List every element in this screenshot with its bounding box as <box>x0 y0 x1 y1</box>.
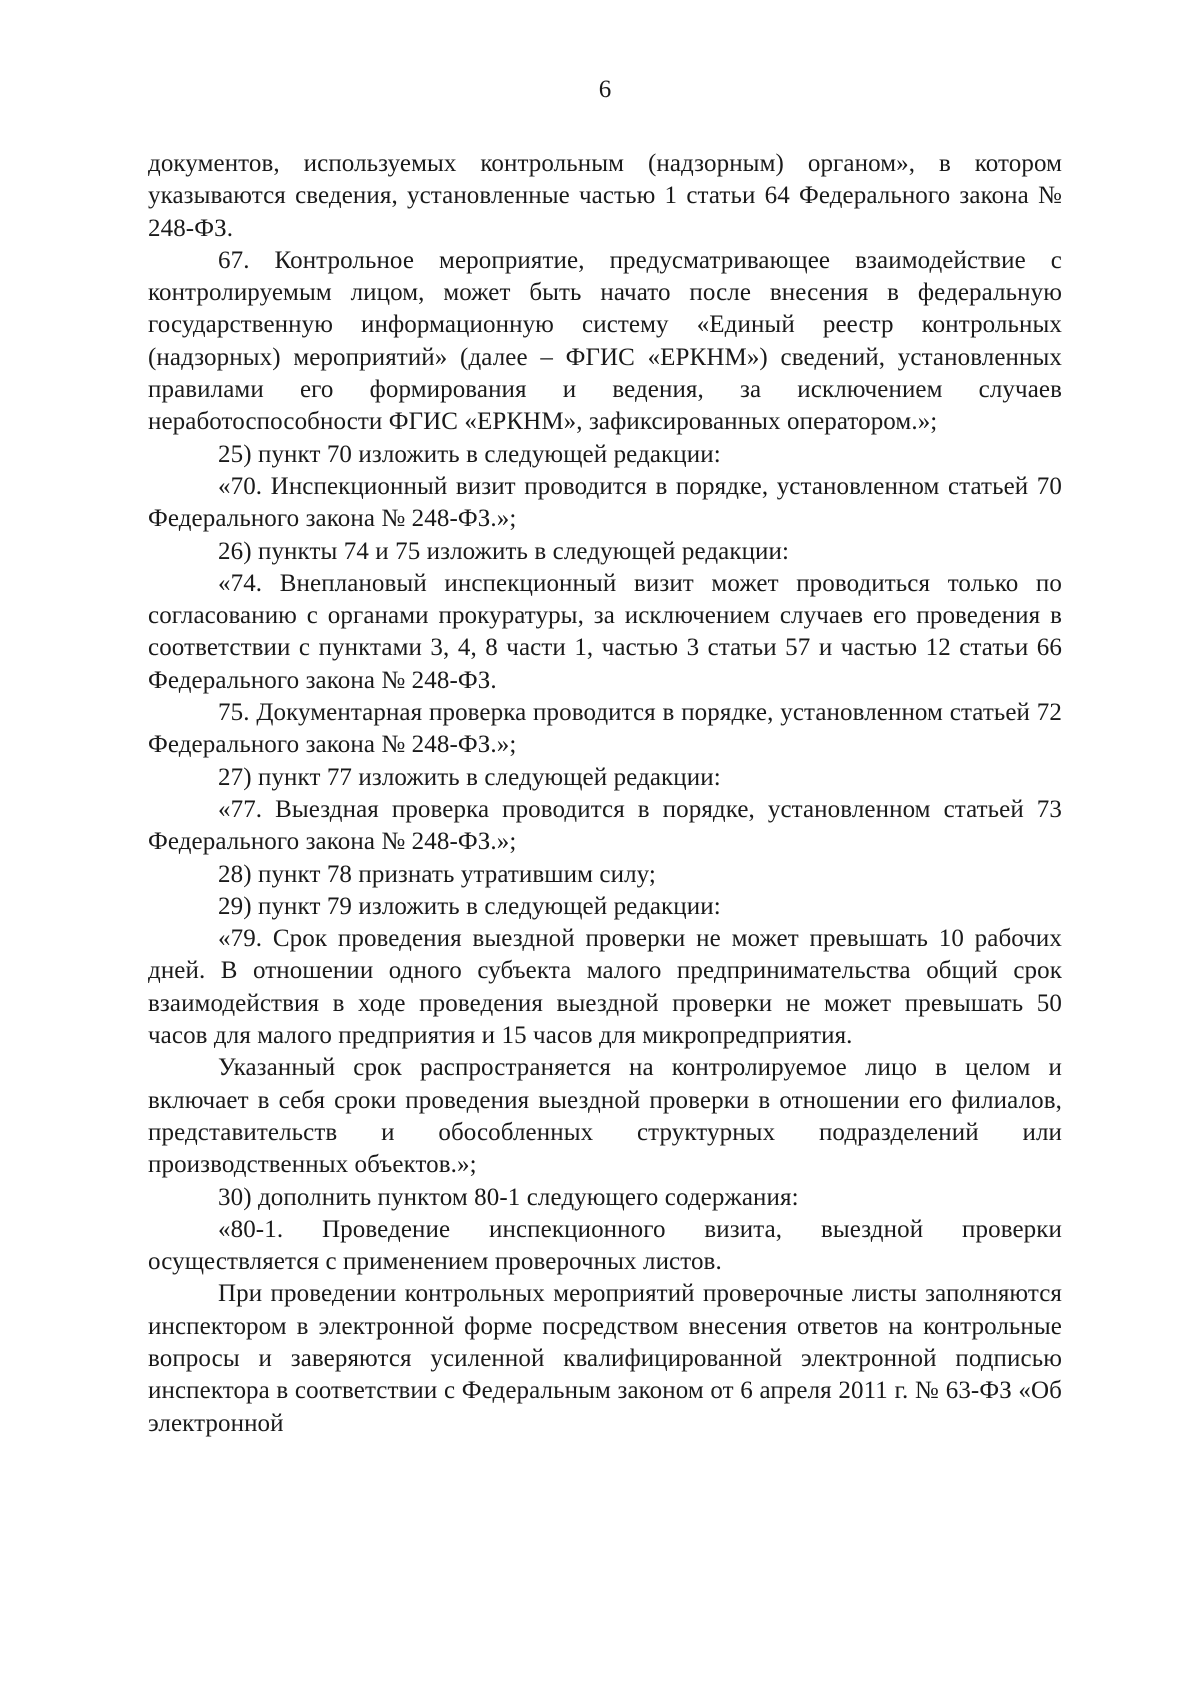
paragraph-checklists: При проведении контрольных мероприятий проверочные листы заполняются инспектором в электронной форме посредством внесения ответов на контрольные вопросы и заверяются усиленной квалифицированной электронной подписью инспектора в соответствии с Федеральным законом от 6 апреля 2011 г. № 63-ФЗ «Об электронной <box>148 1280 1062 1437</box>
paragraph-item-80-1: «80-1. Проведение инспекционного визита, выездной проверки осуществляется с применением проверочных листов. <box>148 1215 1062 1276</box>
paragraph-amendment-27: 27) пункт 77 изложить в следующей редакции: <box>218 763 721 791</box>
paragraph-item-74: «74. Внеплановый инспекционный визит может проводиться только по согласованию с органами прокуратуры, за исключением случаев его проведения в соответствии с пунктами 3, 4, 8 части 1, частью 3 статьи 57 и частью 12 статьи 66 Федерального закона № 248-ФЗ. <box>148 569 1062 694</box>
paragraph-amendment-30: 30) дополнить пунктом 80-1 следующего содержания: <box>218 1183 799 1211</box>
paragraph-item-77: «77. Выездная проверка проводится в порядке, установленном статьей 73 Федерального закона № 248-ФЗ.»; <box>148 795 1062 856</box>
document-body <box>148 148 1062 1440</box>
paragraph-amendment-26: 26) пункты 74 и 75 изложить в следующей редакции: <box>218 537 790 565</box>
paragraph-amendment-28: 28) пункт 78 признать утратившим силу; <box>218 860 656 888</box>
page-number: 6 <box>598 76 612 103</box>
paragraph-item-79-term: Указанный срок распространяется на контролируемое лицо в целом и включает в себя сроки проведения выездной проверки в отношении его филиалов, представительств и обособленных структурных подразделений или производственных объектов.»; <box>148 1054 1062 1179</box>
paragraph-item-70: «70. Инспекционный визит проводится в порядке, установленном статьей 70 Федерального закона № 248-ФЗ.»; <box>148 472 1062 533</box>
paragraph-item-67: 67. Контрольное мероприятие, предусматривающее взаимодействие с контролируемым лицом, может быть начато после внесения в федеральную государственную информационную систему «Единый реестр контрольных (надзорных) мероприятий» (далее – ФГИС «ЕРКНМ») сведений, установленных правилами его формирования и ведения, за исключением случаев неработоспособности ФГИС «ЕРКНМ», зафиксированных оператором.»; <box>148 246 1062 436</box>
paragraph-amendment-25: 25) пункт 70 изложить в следующей редакции: <box>218 440 721 468</box>
paragraph-item-75: 75. Документарная проверка проводится в порядке, установленном статьей 72 Федерального закона № 248-ФЗ.»; <box>148 699 1062 759</box>
paragraph-amendment-29: 29) пункт 79 изложить в следующей редакции: <box>218 892 721 920</box>
paragraph-continuation: документов, используемых контрольным (надзорным) органом», в котором указываются сведения, установленные частью 1 статьи 64 Федерального закона № 248-ФЗ. <box>148 150 1062 242</box>
paragraph-item-79: «79. Срок проведения выездной проверки не может превышать 10 рабочих дней. В отношении одного субъекта малого предпринимательства общий срок взаимодействия в ходе проведения выездной проверки не может превышать 50 часов для малого предприятия и 15 часов для микропредприятия. <box>148 925 1062 1050</box>
